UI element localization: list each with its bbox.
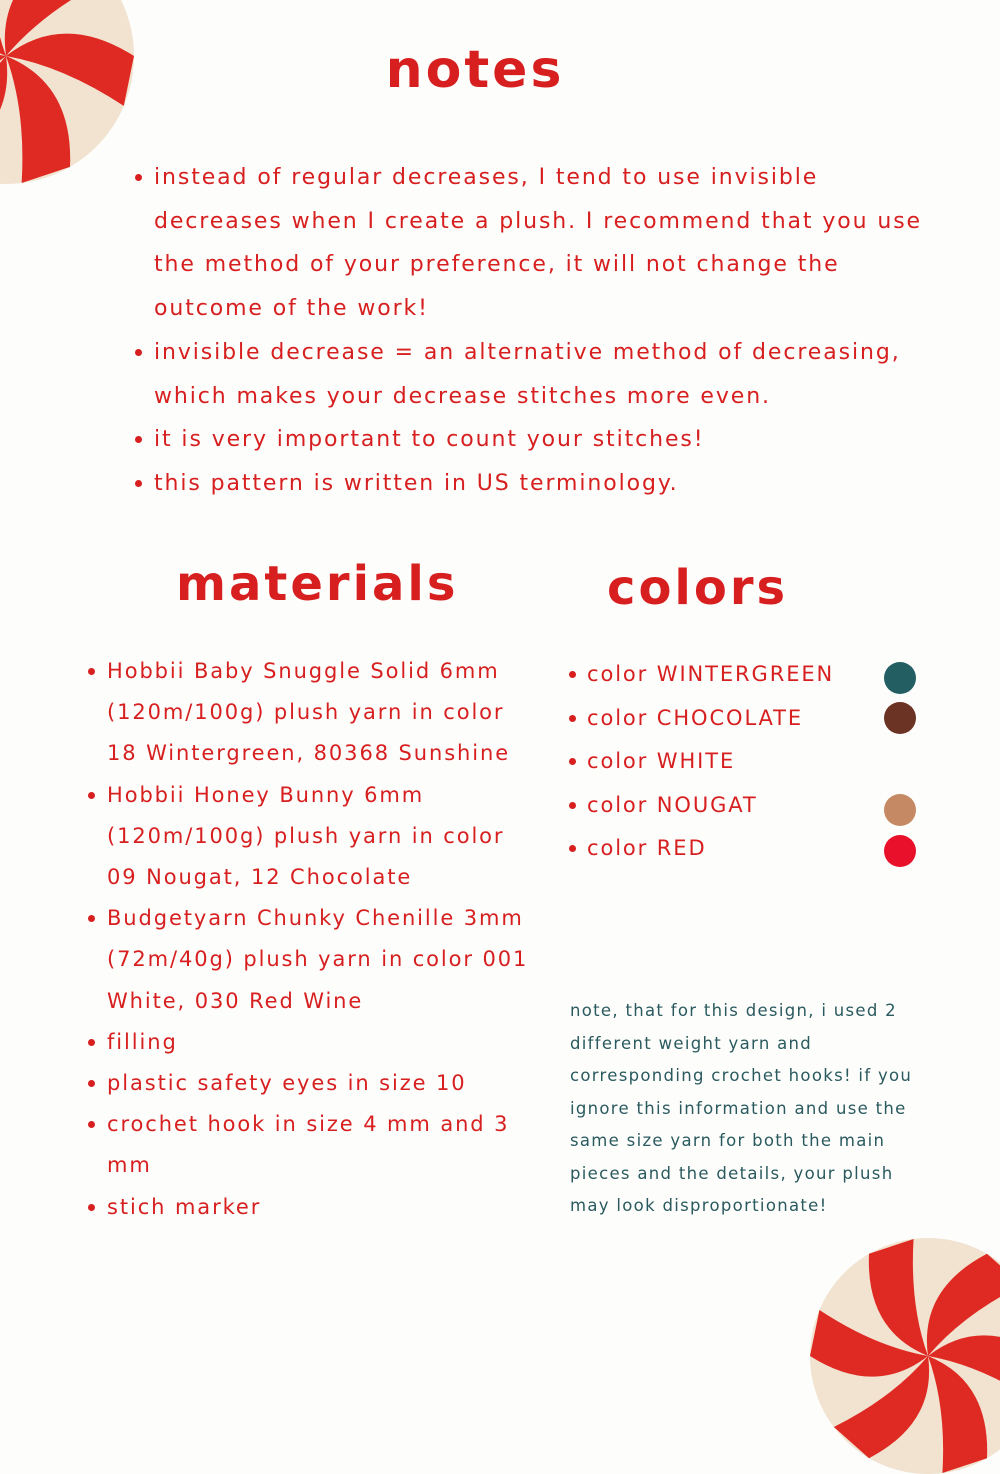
materials-list xyxy=(107,651,537,1228)
color-item: color NOUGAT xyxy=(587,784,927,828)
peppermint-candy-icon xyxy=(810,1238,1000,1474)
list-item: Budgetyarn Chunky Chenille 3mm (72m/40g) plush yarn in color 001 White, 030 Red Wine xyxy=(107,898,537,1022)
colors-heading: colors xyxy=(607,560,789,616)
color-swatch-wintergreen xyxy=(884,662,916,694)
yarn-weight-note: note, that for this design, i used 2 different weight yarn and corresponding crochet hooks! if you ignore this information and use the same size yarn for both the main pieces and the details, your plush may look disproportionate! xyxy=(570,1001,913,1215)
color-item: color CHOCOLATE xyxy=(587,697,927,741)
list-item: it is very important to count your stitches! xyxy=(154,418,944,462)
list-item: filling xyxy=(107,1022,537,1063)
list-item: invisible decrease = an alternative method of decreasing, which makes your decrease stitches more even. xyxy=(154,331,944,418)
colors-list xyxy=(587,653,927,871)
list-item: stich marker xyxy=(107,1187,537,1228)
color-item: color WHITE xyxy=(587,740,927,784)
list-item: crochet hook in size 4 mm and 3 mm xyxy=(107,1104,537,1186)
list-item: this pattern is written in US terminology. xyxy=(154,462,944,506)
color-item: color RED xyxy=(587,827,927,871)
list-item: plastic safety eyes in size 10 xyxy=(107,1063,537,1104)
color-item: color WINTERGREEN xyxy=(587,653,927,697)
color-swatch-nougat xyxy=(884,794,916,826)
list-item: Hobbii Baby Snuggle Solid 6mm (120m/100g) plush yarn in color 18 Wintergreen, 80368 Sunshine xyxy=(107,651,537,775)
notes-list xyxy=(154,156,944,506)
materials-heading: materials xyxy=(176,556,459,612)
list-item: Hobbii Honey Bunny 6mm (120m/100g) plush yarn in color 09 Nougat, 12 Chocolate xyxy=(107,775,537,899)
notes-heading: notes xyxy=(385,40,565,100)
color-swatch-red xyxy=(884,835,916,867)
color-swatch-chocolate xyxy=(884,702,916,734)
list-item: instead of regular decreases, I tend to use invisible decreases when I create a plush. I recommend that you use the method of your preference, it will not change the outcome of the work! xyxy=(154,156,944,331)
